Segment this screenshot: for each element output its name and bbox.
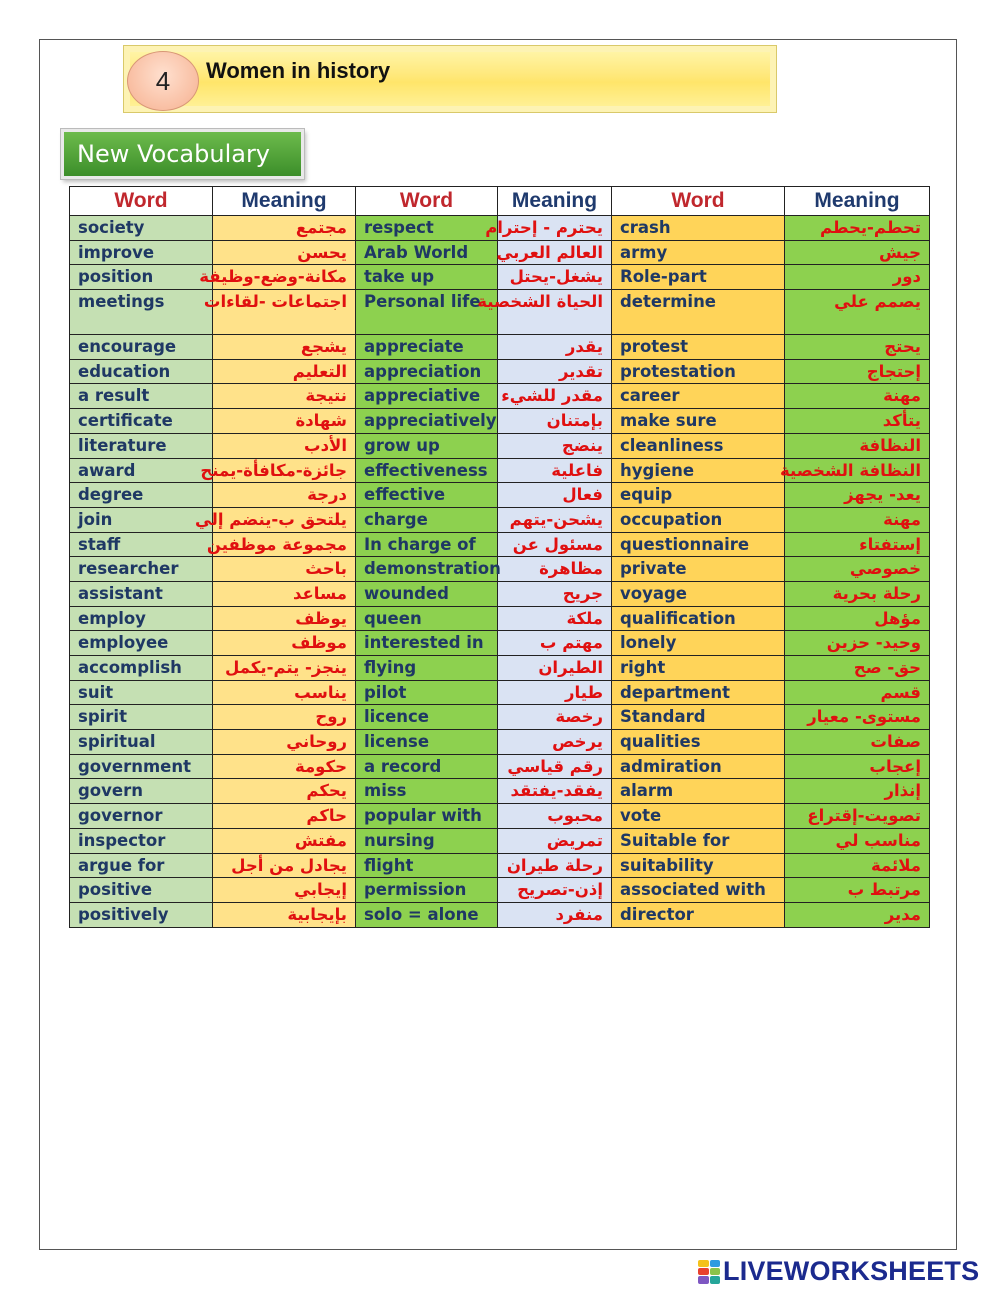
table-row xyxy=(70,680,930,705)
vocab-meaning: يحكم xyxy=(213,779,356,804)
table-row xyxy=(70,216,930,241)
vocab-meaning: إعجاب xyxy=(785,754,930,779)
vocab-meaning: يشحن-يتهم xyxy=(498,507,612,532)
vocab-meaning: يشغل-يحتل xyxy=(498,265,612,290)
vocab-meaning: ينضج xyxy=(498,433,612,458)
unit-number-badge: 4 xyxy=(127,51,199,111)
vocab-word: assistant xyxy=(70,581,213,606)
vocab-meaning: إستفتاء xyxy=(785,532,930,557)
vocab-word: popular with xyxy=(356,804,498,829)
vocab-word: meetings xyxy=(70,290,213,335)
vocab-word: education xyxy=(70,359,213,384)
vocab-meaning: النظافة الشخصية xyxy=(785,458,930,483)
liveworksheets-logo-icon xyxy=(698,1260,720,1284)
vocab-word: right xyxy=(612,656,785,681)
vocab-word: admiration xyxy=(612,754,785,779)
vocab-word: Role-part xyxy=(612,265,785,290)
vocab-meaning: تحطم-يحطم xyxy=(785,216,930,241)
vocab-meaning: يعد- يجهز xyxy=(785,483,930,508)
vocab-meaning: إذن-تصريح xyxy=(498,878,612,903)
column-header-word: Word xyxy=(70,187,213,216)
column-header-meaning: Meaning xyxy=(785,187,930,216)
vocab-meaning: مكانة-وضع-وظيفة xyxy=(213,265,356,290)
vocab-meaning: تصويت-إقتراع xyxy=(785,804,930,829)
vocab-meaning: يشجع xyxy=(213,335,356,360)
unit-title: Women in history xyxy=(206,58,391,83)
vocab-meaning: يناسب xyxy=(213,680,356,705)
vocab-word: a record xyxy=(356,754,498,779)
vocab-meaning: التعليم xyxy=(213,359,356,384)
vocab-word: governor xyxy=(70,804,213,829)
vocab-word: suit xyxy=(70,680,213,705)
vocab-word: qualities xyxy=(612,730,785,755)
table-row xyxy=(70,384,930,409)
vocab-meaning: روح xyxy=(213,705,356,730)
vocab-word: demonstration xyxy=(356,557,498,582)
vocab-meaning: اجتماعات -لقاءات xyxy=(213,290,356,335)
table-row xyxy=(70,902,930,927)
table-header-row xyxy=(70,187,930,216)
table-row xyxy=(70,433,930,458)
column-header-meaning: Meaning xyxy=(498,187,612,216)
vocab-meaning: مفتش xyxy=(213,828,356,853)
vocab-meaning: يتأكد xyxy=(785,409,930,434)
vocab-meaning: ملكة xyxy=(498,606,612,631)
vocab-word: Suitable for xyxy=(612,828,785,853)
table-row xyxy=(70,853,930,878)
vocab-meaning: يحترم - إحترام xyxy=(498,216,612,241)
vocab-meaning: روحاني xyxy=(213,730,356,755)
vocab-meaning: صفات xyxy=(785,730,930,755)
vocab-word: qualification xyxy=(612,606,785,631)
vocab-word: pilot xyxy=(356,680,498,705)
column-header-meaning: Meaning xyxy=(213,187,356,216)
vocab-meaning: مدير xyxy=(785,902,930,927)
vocab-word: society xyxy=(70,216,213,241)
vocab-word: questionnaire xyxy=(612,532,785,557)
table-row xyxy=(70,265,930,290)
vocab-word: department xyxy=(612,680,785,705)
vocab-word: encourage xyxy=(70,335,213,360)
vocab-meaning: يحسن xyxy=(213,240,356,265)
vocab-word: solo = alone xyxy=(356,902,498,927)
vocab-word: protestation xyxy=(612,359,785,384)
vocab-word: join xyxy=(70,507,213,532)
table-row xyxy=(70,458,930,483)
vocab-word: take up xyxy=(356,265,498,290)
vocab-meaning: حق- صح xyxy=(785,656,930,681)
vocab-word: grow up xyxy=(356,433,498,458)
vocab-meaning: رخصة xyxy=(498,705,612,730)
vocab-word: private xyxy=(612,557,785,582)
vocab-meaning: الأدب xyxy=(213,433,356,458)
vocab-meaning: باحث xyxy=(213,557,356,582)
vocab-meaning: رحلة بحرية xyxy=(785,581,930,606)
liveworksheets-brand xyxy=(698,1256,979,1287)
vocab-word: argue for xyxy=(70,853,213,878)
vocab-meaning: حكومة xyxy=(213,754,356,779)
vocab-meaning: مناسب لي xyxy=(785,828,930,853)
vocab-word: director xyxy=(612,902,785,927)
logo-square xyxy=(698,1268,709,1275)
vocab-meaning: يصمم علي xyxy=(785,290,930,335)
table-row xyxy=(70,828,930,853)
vocab-meaning: الطيران xyxy=(498,656,612,681)
vocab-meaning: النظافة xyxy=(785,433,930,458)
vocab-word: license xyxy=(356,730,498,755)
vocab-word: certificate xyxy=(70,409,213,434)
vocab-word: appreciate xyxy=(356,335,498,360)
vocab-word: spiritual xyxy=(70,730,213,755)
vocab-meaning: يقدر xyxy=(498,335,612,360)
vocab-word: positively xyxy=(70,902,213,927)
vocab-word: queen xyxy=(356,606,498,631)
logo-square xyxy=(698,1260,709,1267)
vocab-word: respect xyxy=(356,216,498,241)
logo-square xyxy=(710,1260,721,1267)
vocab-word: positive xyxy=(70,878,213,903)
vocab-word: associated with xyxy=(612,878,785,903)
vocab-word: inspector xyxy=(70,828,213,853)
logo-square xyxy=(698,1276,709,1283)
vocab-word: In charge of xyxy=(356,532,498,557)
vocab-meaning: فاعلية xyxy=(498,458,612,483)
table-row xyxy=(70,557,930,582)
vocab-word: accomplish xyxy=(70,656,213,681)
vocab-word: literature xyxy=(70,433,213,458)
vocab-meaning: يوظف xyxy=(213,606,356,631)
vocab-meaning: العالم العربي xyxy=(498,240,612,265)
vocab-word: award xyxy=(70,458,213,483)
vocab-meaning: ينجز- يتم-يكمل xyxy=(213,656,356,681)
vocab-word: interested in xyxy=(356,631,498,656)
table-row xyxy=(70,730,930,755)
vocab-word: determine xyxy=(612,290,785,335)
vocab-word: crash xyxy=(612,216,785,241)
table-row xyxy=(70,804,930,829)
vocab-meaning: يجادل من أجل xyxy=(213,853,356,878)
table-row xyxy=(70,754,930,779)
vocab-word: spirit xyxy=(70,705,213,730)
vocab-meaning: محبوب xyxy=(498,804,612,829)
vocab-meaning: طيار xyxy=(498,680,612,705)
vocab-meaning: جائزة-مكافأة-يمنح xyxy=(213,458,356,483)
vocab-meaning: درجة xyxy=(213,483,356,508)
vocab-word: lonely xyxy=(612,631,785,656)
vocab-meaning: وحيد- حزين xyxy=(785,631,930,656)
table-row xyxy=(70,483,930,508)
vocab-meaning: قسم xyxy=(785,680,930,705)
vocab-meaning: يلتحق ب-ينضم إلي xyxy=(213,507,356,532)
table-row xyxy=(70,290,930,335)
vocab-meaning: مظاهرة xyxy=(498,557,612,582)
vocab-meaning: الحياة الشخصية xyxy=(498,290,612,335)
vocab-word: licence xyxy=(356,705,498,730)
vocab-meaning: مؤهل xyxy=(785,606,930,631)
table-row xyxy=(70,656,930,681)
vocab-word: permission xyxy=(356,878,498,903)
vocab-word: occupation xyxy=(612,507,785,532)
table-row xyxy=(70,779,930,804)
table-row xyxy=(70,532,930,557)
vocab-meaning: منفرد xyxy=(498,902,612,927)
vocab-word: nursing xyxy=(356,828,498,853)
vocab-word: equip xyxy=(612,483,785,508)
vocab-word: appreciatively xyxy=(356,409,498,434)
vocab-meaning: مسئول عن xyxy=(498,532,612,557)
vocab-word: flight xyxy=(356,853,498,878)
vocab-word: make sure xyxy=(612,409,785,434)
vocab-word: hygiene xyxy=(612,458,785,483)
vocab-meaning: نتيجة xyxy=(213,384,356,409)
column-header-word: Word xyxy=(356,187,498,216)
vocab-meaning: إحتجاج xyxy=(785,359,930,384)
brand-text: LIVEWORKSHEETS xyxy=(723,1256,980,1286)
vocab-meaning: إنذار xyxy=(785,779,930,804)
vocab-word: position xyxy=(70,265,213,290)
vocab-meaning: مرتبط ب xyxy=(785,878,930,903)
vocab-meaning: إيجابي xyxy=(213,878,356,903)
vocab-word: employ xyxy=(70,606,213,631)
vocab-meaning: فعال xyxy=(498,483,612,508)
vocab-meaning: حاكم xyxy=(213,804,356,829)
vocab-meaning: مهنة xyxy=(785,507,930,532)
vocab-meaning: مقدر للشيء xyxy=(498,384,612,409)
vocab-word: Personal life xyxy=(356,290,498,335)
vocab-meaning: يرخص xyxy=(498,730,612,755)
vocab-word: staff xyxy=(70,532,213,557)
vocab-word: flying xyxy=(356,656,498,681)
vocab-word: govern xyxy=(70,779,213,804)
table-row xyxy=(70,359,930,384)
vocab-word: Arab World xyxy=(356,240,498,265)
vocab-word: a result xyxy=(70,384,213,409)
table-row xyxy=(70,631,930,656)
vocab-word: army xyxy=(612,240,785,265)
vocab-meaning: يفقد-يفتقد xyxy=(498,779,612,804)
section-label: New Vocabulary xyxy=(61,129,304,179)
vocab-word: appreciative xyxy=(356,384,498,409)
vocab-meaning: يحتج xyxy=(785,335,930,360)
vocab-word: effective xyxy=(356,483,498,508)
vocab-meaning: موظف xyxy=(213,631,356,656)
table-row xyxy=(70,606,930,631)
table-row xyxy=(70,705,930,730)
table-row xyxy=(70,507,930,532)
vocab-meaning: مهتم ب xyxy=(498,631,612,656)
vocabulary-table xyxy=(69,186,930,928)
vocab-word: cleanliness xyxy=(612,433,785,458)
table-row xyxy=(70,409,930,434)
vocab-word: charge xyxy=(356,507,498,532)
vocab-word: career xyxy=(612,384,785,409)
vocab-meaning: تقدير xyxy=(498,359,612,384)
table-row xyxy=(70,335,930,360)
vocab-meaning: دور xyxy=(785,265,930,290)
vocab-word: suitability xyxy=(612,853,785,878)
vocab-word: effectiveness xyxy=(356,458,498,483)
vocab-word: wounded xyxy=(356,581,498,606)
vocab-meaning: مساعد xyxy=(213,581,356,606)
vocab-word: alarm xyxy=(612,779,785,804)
vocab-word: miss xyxy=(356,779,498,804)
vocab-word: government xyxy=(70,754,213,779)
vocab-meaning: بإمتنان xyxy=(498,409,612,434)
logo-square xyxy=(710,1268,721,1275)
vocab-word: researcher xyxy=(70,557,213,582)
vocab-meaning: رقم قياسي xyxy=(498,754,612,779)
vocab-meaning: ملائمة xyxy=(785,853,930,878)
vocab-meaning: مهنة xyxy=(785,384,930,409)
logo-square xyxy=(710,1276,721,1283)
vocab-meaning: تمريض xyxy=(498,828,612,853)
vocab-word: degree xyxy=(70,483,213,508)
vocab-meaning: جيش xyxy=(785,240,930,265)
vocab-meaning: شهادة xyxy=(213,409,356,434)
column-header-word: Word xyxy=(612,187,785,216)
vocab-meaning: مستوى- معيار xyxy=(785,705,930,730)
vocab-meaning: رحلة طيران xyxy=(498,853,612,878)
vocab-meaning: بإيجابية xyxy=(213,902,356,927)
vocab-word: vote xyxy=(612,804,785,829)
table-body xyxy=(70,216,930,928)
vocab-word: improve xyxy=(70,240,213,265)
vocab-word: Standard xyxy=(612,705,785,730)
vocab-meaning: مجموعة موظفين xyxy=(213,532,356,557)
vocab-meaning: خصوصي xyxy=(785,557,930,582)
vocab-word: voyage xyxy=(612,581,785,606)
table-row xyxy=(70,878,930,903)
table-row xyxy=(70,581,930,606)
vocab-meaning: مجتمع xyxy=(213,216,356,241)
vocab-word: appreciation xyxy=(356,359,498,384)
vocab-word: employee xyxy=(70,631,213,656)
table-row xyxy=(70,240,930,265)
vocab-meaning: جريح xyxy=(498,581,612,606)
vocab-word: protest xyxy=(612,335,785,360)
